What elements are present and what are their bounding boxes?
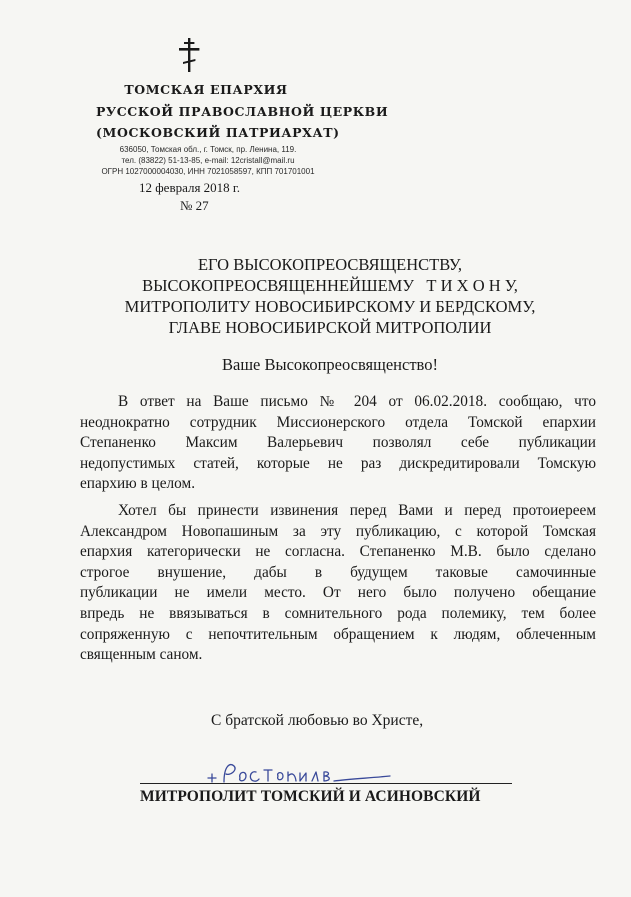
paragraph-line: Степаненко Максим Валерьевич позволял себе публикации (80, 434, 596, 452)
paragraph-line: публикации не имели место. От него было получено обещание (80, 584, 596, 602)
org-address: 636050, Томская обл., г. Томск, пр. Ленина, 119. (119, 145, 297, 154)
paragraph-line: недопустимых статей, которые не раз дискредитировали Томскую (80, 454, 596, 472)
org-name-line3: (МОСКОВСКИЙ ПАТРИАРХАТ) (96, 125, 340, 140)
org-contacts: тел. (83822) 51-13-85, e-mail: 12cristall@mail.ru (121, 156, 295, 165)
letter-number: № 27 (180, 198, 209, 213)
addressee-line: МИТРОПОЛИТУ НОВОСИБИРСКОМУ И БЕРДСКОМУ, (124, 297, 536, 316)
paragraph-line: Хотел бы принести извинения перед Вами и перед протоиереем (118, 501, 596, 519)
paragraph-2 (80, 501, 596, 666)
paragraph-line: впредь не ввязываться в сомнительного рода полемику, тем более (80, 604, 596, 622)
org-registration: ОГРН 1027000004030, ИНН 7021058597, КПП 701701001 (101, 167, 315, 176)
org-name-line2: РУССКОЙ ПРАВОСЛАВНОЙ ЦЕРКВИ (96, 104, 389, 119)
paragraph-1 (80, 392, 596, 495)
paragraph-line: епархию в целом. (80, 475, 196, 493)
paragraph-line: епархия категорически не согласна. Степаненко М.В. было сделано (80, 543, 596, 561)
letter-body (80, 392, 596, 666)
orthodox-cross-icon (178, 38, 200, 72)
greeting: Ваше Высокопреосвященство! (222, 355, 438, 374)
signer-title: МИТРОПОЛИТ ТОМСКИЙ И АСИНОВСКИЙ (140, 788, 481, 805)
paragraph-line: В ответ на Ваше письмо № 204 от 06.02.2018. сообщаю, что (118, 393, 596, 410)
letter-date: 12 февраля 2018 г. (139, 180, 241, 195)
paragraph-line: Александром Новопашиным за эту публикацию, с которой Томская (80, 522, 596, 540)
paragraph-line: строгое внушение, дабы в будущем таковые самочинные (80, 563, 596, 581)
org-name-line1: ТОМСКАЯ ЕПАРХИЯ (124, 82, 288, 97)
handwritten-signature (200, 752, 400, 792)
paragraph-line: сопряженную с непочтительным обращением к людям, облеченным (80, 625, 596, 643)
paragraph-line: священным саном. (80, 646, 203, 664)
paragraph-line: неоднократно сотрудник Миссионерского отдела Томской епархии (80, 413, 596, 431)
closing-phrase: С братской любовью во Христе, (211, 712, 424, 729)
addressee-line: ВЫСОКОПРЕОСВЯЩЕННЕЙШЕМУ Т И Х О Н У, (142, 276, 518, 295)
addressee-block (60, 254, 600, 338)
signature-line (140, 783, 512, 784)
addressee-line: ГЛАВЕ НОВОСИБИРСКОЙ МИТРОПОЛИИ (168, 318, 492, 337)
addressee-line: ЕГО ВЫСОКОПРЕОСВЯЩЕНСТВУ, (197, 255, 463, 274)
